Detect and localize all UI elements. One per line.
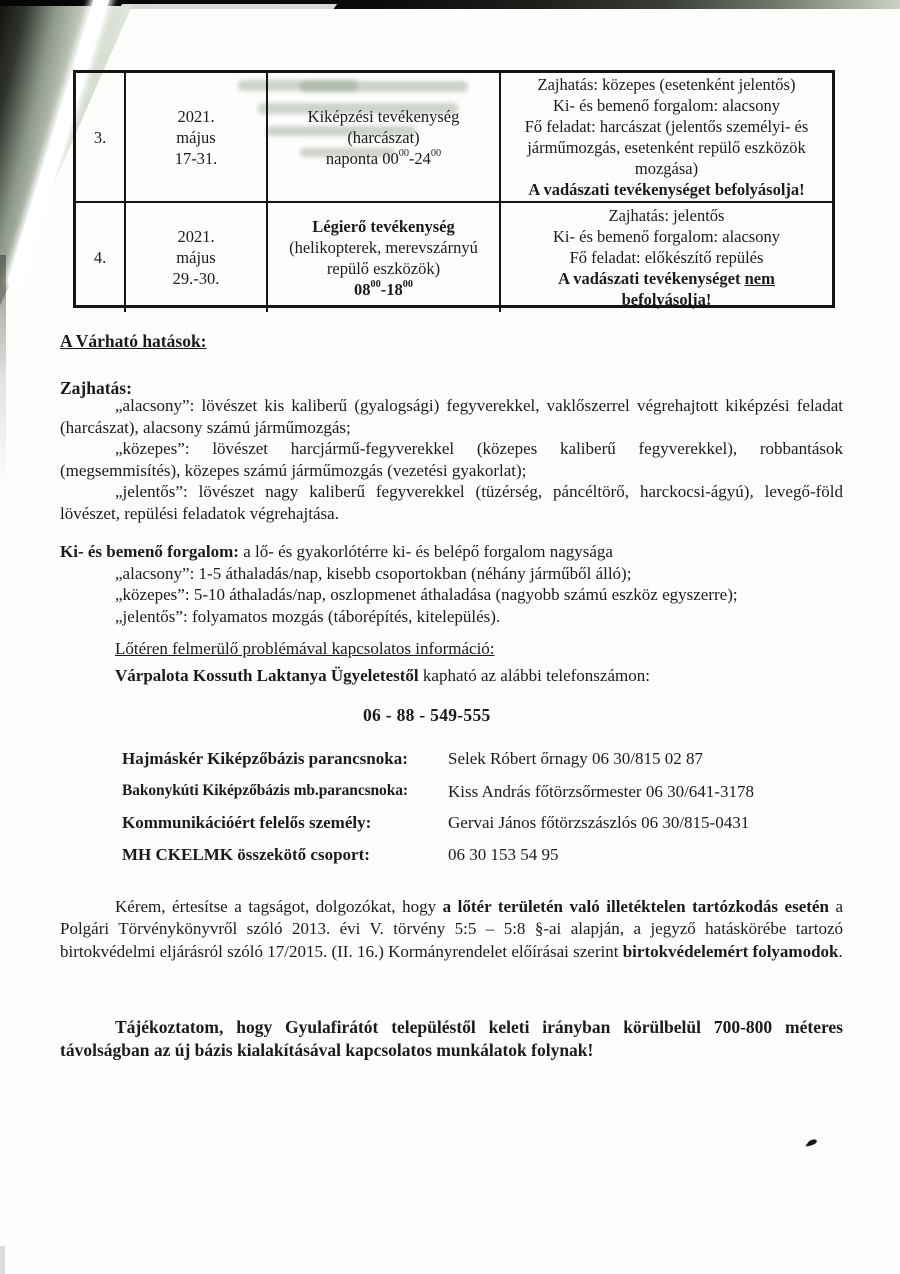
row-number-cell <box>76 73 124 201</box>
contact-value: 06 30 153 54 95 <box>448 845 559 864</box>
activity-title: Légierő tevékenység <box>312 216 455 236</box>
effects-cell <box>499 73 832 201</box>
duty-contact-name: Várpalota Kossuth Laktanya Ügyeletestől <box>115 666 419 685</box>
date-cell <box>124 201 266 312</box>
phone-number: 06 - 88 - 549-555 <box>363 705 491 725</box>
noise-paragraph: „jelentős”: lövészet nagy kaliberű fegyverekkel (tüzérség, páncéltörő, harckocsi-ágyú), levegő-föld lövészet, repülési feladatok végrehajtása. <box>60 482 843 523</box>
duty-contact-line: Várpalota Kossuth Laktanya Ügyeletestől kapható az alábbi telefonszámon: <box>115 666 650 685</box>
effects-warning: A vadászati tevékenységet befolyásolja! <box>528 180 805 199</box>
contact-value: Kiss András főtörzsőrmester 06 30/641-3178 <box>448 782 754 801</box>
noise-section-body <box>60 395 843 525</box>
traffic-section <box>60 541 843 627</box>
date-line: május <box>176 127 216 147</box>
effects-line: Zajhatás: jelentős <box>608 206 725 225</box>
traffic-heading-line: Ki- és bemenő forgalom: a lő- és gyakorlótérre ki- és belépő forgalom nagysága <box>60 542 613 561</box>
row-number: 4. <box>93 248 107 267</box>
contact-label: Kommunikációért felelős személy: <box>122 813 372 832</box>
date-line: 2021. <box>177 106 215 126</box>
traffic-heading: Ki- és bemenő forgalom: <box>60 542 239 561</box>
date-line: 2021. <box>177 227 215 246</box>
activity-title: Kiképzési tevékenység <box>307 106 460 126</box>
contact-label: Hajmáskér Kiképzőbázis parancsnoka: <box>122 749 408 768</box>
scan-artifact-bottom-edge <box>0 1246 5 1274</box>
date-line: 29.-30. <box>172 269 220 288</box>
contacts-list <box>60 749 860 864</box>
date-cell <box>124 73 266 201</box>
activities-table <box>73 70 835 308</box>
ink-speck <box>806 1139 817 1147</box>
row-number: 3. <box>93 127 107 147</box>
activity-subtitle: (harcászat) <box>347 127 420 147</box>
activity-cell <box>266 201 499 312</box>
activity-cell <box>266 73 499 201</box>
contact-label: Bakonykúti Kiképzőbázis mb.parancsnoka: <box>122 782 408 799</box>
activity-time: naponta $00^{00}-24^{00}$ <box>325 148 442 168</box>
contact-value: Selek Róbert őrnagy 06 30/815 02 87 <box>448 749 703 768</box>
section-heading-expected-effects: A Várható hatások: <box>60 331 207 351</box>
row-number-cell <box>76 201 124 312</box>
traffic-item: „jelentős”: folyamatos mozgás (táborépítés, kitelepülés). <box>115 606 501 626</box>
noise-section-heading: Zajhatás: <box>60 378 132 398</box>
traffic-item: „közepes”: 5-10 áthaladás/nap, oszlopmenet áthaladása (nagyobb számú eszköz egyszerre); <box>115 585 738 605</box>
noise-paragraph: „alacsony”: lövészet kis kaliberű (gyalogsági) fegyverekkel, vaklőszerrel végrehajtott kiképzési feladat (harcászat), alacsony számú járműmozgás; <box>60 396 843 437</box>
effects-line: Fő feladat: előkészítő repülés <box>569 248 764 267</box>
effects-cell <box>499 201 832 312</box>
effects-line: Fő feladat: harcászat (jelentős személyi- és járműmozgás, esetenként repülő eszközök mozgása) <box>524 117 809 178</box>
scan-artifact-top-gap <box>118 4 337 10</box>
effects-line: Zajhatás: közepes (esetenként jelentős) <box>537 75 796 94</box>
activity-subtitle: (helikopterek, merevszárnyú repülő eszközök) <box>289 237 478 278</box>
effects-line: Ki- és bemenő forgalom: alacsony <box>553 96 780 115</box>
paragraph-construction: Tájékoztatom, hogy Gyulafirátót településtől keleti irányban körülbelül 700-800 méteres távolságban az új bázis kialakításával kapcsolatos munkálatok folynak! <box>60 1017 843 1060</box>
info-heading: Lőtéren felmerülő problémával kapcsolatos információ: <box>115 639 495 658</box>
activity-time: $08^{00}-18^{00}$ <box>354 279 413 299</box>
effects-line: Ki- és bemenő forgalom: alacsony <box>553 227 780 246</box>
effects-warning: A vadászati tevékenységet nem befolyásolja! <box>558 269 775 309</box>
contact-value: Gervai János főtörzszászlós 06 30/815-0431 <box>448 813 750 832</box>
date-line: 17-31. <box>174 148 218 168</box>
date-line: május <box>176 248 216 267</box>
contact-label: MH CKELMK összekötő csoport: <box>122 845 370 864</box>
noise-paragraph: „közepes”: lövészet harcjármű-fegyverekkel (közepes kaliberű fegyverekkel), robbantások (megsemmisítés), közepes számú járműmozgás (vezetési gyakorlat); <box>60 439 843 480</box>
traffic-item: „alacsony”: 1-5 áthaladás/nap, kisebb csoportokban (néhány járműből álló); <box>115 563 632 583</box>
paragraph-legal: Kérem, értesítse a tagságot, dolgozókat, hogy a lőtér területén való illetéktelen tartózkodás esetén a Polgári Törvénykönyvről szóló 2013. évi V. törvény 5:5 – 5:8 §-ai alapján, a jegyző hatáskörébe tartozó birtokvédelmi eljárásról szóló 17/2015. (II. 16.) Kormányrendelet előírásai szerint birtokvédelemért folyamodok. <box>60 897 843 961</box>
scan-artifact-left-edge <box>0 255 6 485</box>
